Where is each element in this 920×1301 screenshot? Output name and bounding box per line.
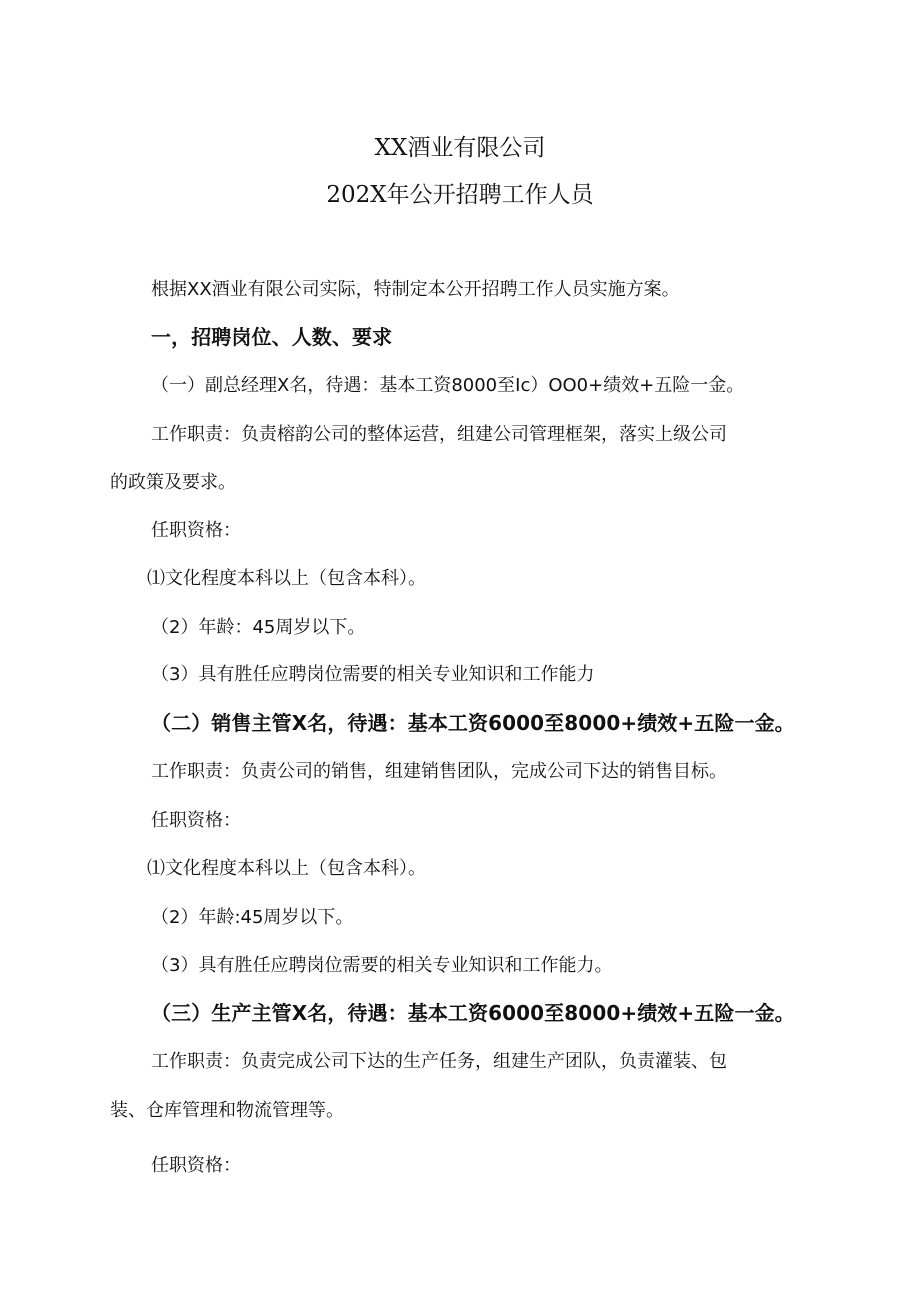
position-2-requirement-1: ⑴文化程度本科以上（包含本科）。	[147, 858, 426, 879]
position-3-qualification-label: 任职资格：	[151, 1155, 241, 1176]
position-3-header: （三）生产主管X名，待遇：基本工资6000至8000+绩效+五险一金。	[151, 1001, 795, 1025]
position-1-duty-continued: 的政策及要求。	[110, 472, 236, 493]
intro-paragraph: 根据XX酒业有限公司实际，特制定本公开招聘工作人员实施方案。	[151, 279, 680, 300]
position-1-duty: 工作职责：负责榕韵公司的整体运营，组建公司管理框架，落实上级公司	[151, 424, 727, 445]
position-1-requirement-2: （2）年龄：45周岁以下。	[151, 617, 366, 638]
position-2-requirement-3: （3）具有胜任应聘岗位需要的相关专业知识和工作能力。	[151, 955, 613, 976]
position-2-header: （二）销售主管X名，待遇：基本工资6000至8000+绩效+五险一金。	[151, 711, 795, 735]
position-1-qualification-label: 任职资格：	[151, 520, 241, 541]
position-2-qualification-label: 任职资格：	[151, 810, 241, 831]
position-3-duty: 工作职责：负责完成公司下达的生产任务，组建生产团队，负责灌装、包	[151, 1051, 727, 1072]
position-1-requirement-3: （3）具有胜任应聘岗位需要的相关专业知识和工作能力	[151, 664, 595, 685]
document-subtitle: 202X年公开招聘工作人员	[326, 182, 594, 208]
document-title: XX酒业有限公司	[374, 135, 546, 161]
position-1-header: （一）副总经理X名，待遇：基本工资8000至Ic）OO0+绩效+五险一金。	[151, 375, 745, 396]
section-heading-positions: 一，招聘岗位、人数、要求	[151, 325, 393, 349]
position-2-requirement-2: （2）年龄:45周岁以下。	[151, 907, 354, 928]
position-1-requirement-1: ⑴文化程度本科以上（包含本科）。	[147, 568, 426, 589]
position-2-duty: 工作职责：负责公司的销售，组建销售团队，完成公司下达的销售目标。	[151, 761, 727, 782]
position-3-duty-continued: 装、仓库管理和物流管理等。	[110, 1100, 344, 1121]
